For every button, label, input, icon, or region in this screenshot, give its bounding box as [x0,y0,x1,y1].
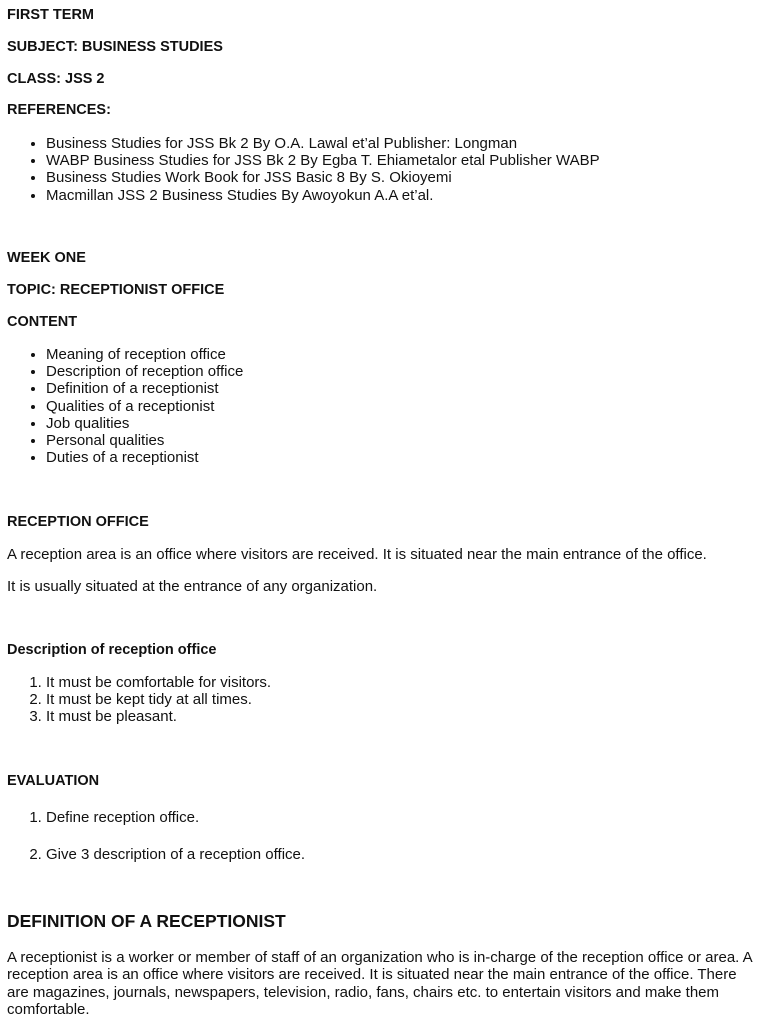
evaluation-heading: EVALUATION [7,773,100,789]
term-heading: FIRST TERM [7,7,94,23]
list-item: 1. Define reception office. [46,809,199,826]
reception-office-heading: RECEPTION OFFICE [7,514,149,530]
class-heading: CLASS: JSS 2 [7,71,105,87]
description-list [0,674,271,726]
reception-office-location: It is usually situated at the entrance of any organization. [7,578,378,595]
list-item: • Personal qualities [46,432,243,449]
references-list [0,135,600,204]
list-item: • Meaning of reception office [46,346,243,363]
content-list [0,346,243,466]
reception-office-paragraph: A reception area is an office where visitors are received. It is situated near the main entrance of the office. [7,546,707,563]
list-item: 2. Give 3 description of a reception office. [46,846,305,863]
list-item: 3. It must be pleasant. [46,708,271,725]
description-heading: Description of reception office [7,642,217,658]
list-item: 2. It must be kept tidy at all times. [46,691,271,708]
subject-heading: SUBJECT: BUSINESS STUDIES [7,39,223,55]
week-heading: WEEK ONE [7,250,86,266]
evaluation-list-continued [0,846,305,863]
list-item: • Business Studies for JSS Bk 2 By O.A. Lawal et’al Publisher: Longman [46,135,600,152]
content-heading: CONTENT [7,314,78,330]
list-item: • Macmillan JSS 2 Business Studies By Awoyokun A.A et’al. [46,187,600,204]
definition-paragraph: A receptionist is a worker or member of staff of an organization who is in-charge of the reception office or area. A reception area is an office where visitors are received. It is situated near the main entrance of the office. There are magazines, journals, newspapers, television, radio, fans, chairs etc. to entertain visitors and make them comfortable. [7,949,752,1018]
list-item: • WABP Business Studies for JSS Bk 2 By Egba T. Ehiametalor etal Publisher WABP [46,152,600,169]
list-item: • Job qualities [46,415,243,432]
list-item: • Duties of a receptionist [46,449,243,466]
topic-heading: TOPIC: RECEPTIONIST OFFICE [7,282,225,298]
list-item: • Qualities of a receptionist [46,398,243,415]
list-item: 1. It must be comfortable for visitors. [46,674,271,691]
references-heading: REFERENCES: [7,102,111,118]
evaluation-list [0,809,199,826]
list-item: • Business Studies Work Book for JSS Basic 8 By S. Okioyemi [46,169,600,186]
list-item: • Description of reception office [46,363,243,380]
definition-heading: DEFINITION OF A RECEPTIONIST [7,911,286,931]
list-item: • Definition of a receptionist [46,380,243,397]
